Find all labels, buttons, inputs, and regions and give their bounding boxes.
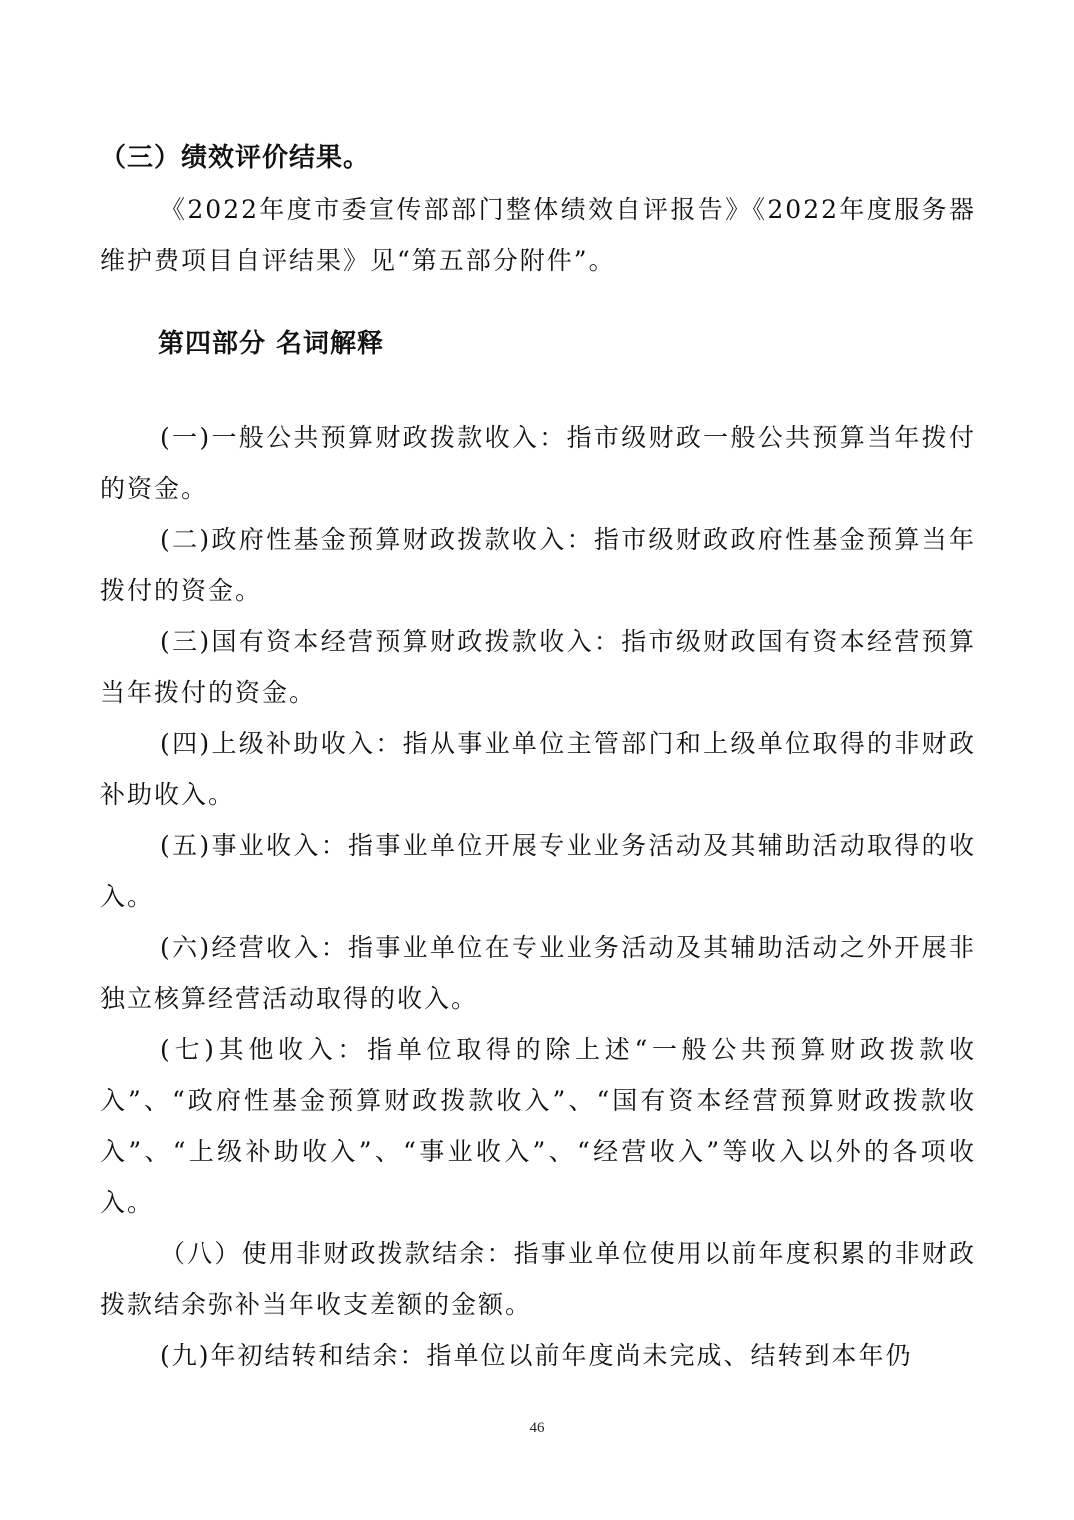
glossary-item: (五)事业收入：指事业单位开展专业业务活动及其辅助活动取得的收入。 [100,831,976,911]
glossary-item: (四)上级补助收入：指从事业单位主管部门和上级单位取得的非财政补助收入。 [100,729,976,809]
glossary-item: (一)一般公共预算财政拨款收入：指市级财政一般公共预算当年拨付的资金。 [100,423,976,503]
glossary-item: (二)政府性基金预算财政拨款收入：指市级财政政府性基金预算当年拨付的资金。 [100,525,976,605]
glossary-item: (九)年初结转和结余：指单位以前年度尚未完成、结转到本年仍 [160,1341,913,1370]
performance-results-paragraph: 《2022年度市委宣传部部门整体绩效自评报告》《2022年度服务器维护费项目自评结果》见“第五部分附件”。 [100,195,976,275]
page-content [100,132,976,1381]
glossary-item: (三)国有资本经营预算财政拨款收入：指市级财政国有资本经营预算当年拨付的资金。 [100,627,976,707]
glossary-item: (七)其他收入：指单位取得的除上述“一般公共预算财政拨款收入”、“政府性基金预算财政拨款收入”、“国有资本经营预算财政拨款收入”、“上级补助收入”、“事业收入”、“经营收入”等收入以外的各项收入。 [100,1035,976,1217]
glossary-list [100,412,976,1381]
section-heading-performance-results: （三）绩效评价结果。 [100,143,371,173]
part-heading-glossary: 第四部分 名词解释 [158,329,385,359]
glossary-item: （八）使用非财政拨款结余：指事业单位使用以前年度积累的非财政拨款结余弥补当年收支差额的金额。 [100,1239,976,1319]
page-number: 46 [529,1420,545,1436]
glossary-item: (六)经营收入：指事业单位在专业业务活动及其辅助活动之外开展非独立核算经营活动取得的收入。 [100,933,976,1013]
